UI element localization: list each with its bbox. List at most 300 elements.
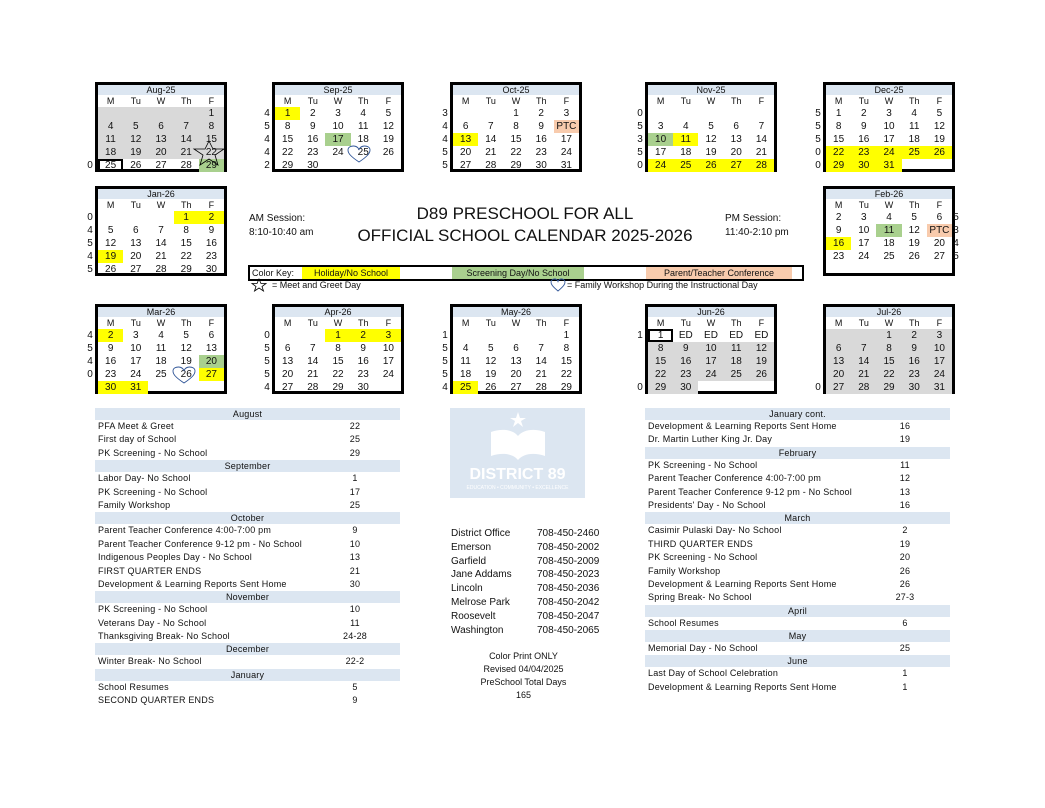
week-row (826, 381, 952, 394)
event-date: 9 (352, 695, 358, 706)
week-count: 5 (87, 238, 93, 249)
day-cell: 4 (911, 108, 917, 119)
logo-name: DISTRICT 89 (469, 466, 566, 483)
day-cell: 26 (749, 368, 774, 381)
day-cell: 17 (858, 238, 870, 249)
day-cell: 17 (883, 134, 895, 145)
event-row (645, 617, 950, 630)
day-cell: 21 (755, 147, 767, 158)
week-count: 5 (442, 369, 448, 380)
day-cell: 7 (538, 343, 544, 354)
event-row (645, 524, 950, 537)
day-cell: 23 (673, 368, 698, 381)
day-cell (698, 381, 723, 394)
week-count: 0 (637, 160, 643, 171)
section-header: April (645, 605, 950, 617)
event-date: 9 (352, 525, 358, 536)
week-row (648, 107, 774, 120)
day-cell (826, 329, 851, 342)
contact-row (451, 527, 616, 541)
total-days: 165 (515, 690, 532, 700)
event-row (95, 420, 400, 433)
weekday-header (275, 317, 401, 329)
week-row (275, 355, 401, 368)
day-cell: 16 (357, 356, 369, 367)
week-count: 5 (264, 356, 270, 367)
day-cell: 4 (98, 120, 123, 133)
day-cell: 5 (123, 120, 148, 133)
event-row (95, 447, 400, 460)
contact-row (451, 555, 616, 569)
day-cell: 19 (485, 369, 497, 380)
week-row (826, 237, 952, 250)
day-cell: 1 (563, 330, 570, 341)
day-cell: 6 (148, 120, 173, 133)
day-cell: 8 (563, 343, 570, 354)
week-count: 0 (815, 160, 821, 171)
section-header: June (645, 655, 950, 667)
weekday-label: F (758, 318, 765, 328)
day-cell: 27 (460, 160, 472, 171)
day-cell: 11 (909, 121, 920, 132)
week-count: 5 (87, 343, 93, 354)
day-cell: 6 (284, 343, 291, 354)
week-count: 0 (264, 330, 270, 341)
contact-row (451, 624, 616, 638)
day-cell: 14 (851, 355, 876, 368)
month-may-26 (450, 304, 582, 394)
day-cell: 27 (282, 382, 294, 393)
weekday-label: Tu (680, 96, 691, 106)
weekday-label: W (333, 318, 343, 328)
day-cell: 1 (513, 108, 519, 119)
am-session (249, 212, 314, 240)
week-count: 4 (953, 238, 959, 249)
event-date: 2 (902, 525, 908, 536)
week-row (453, 133, 579, 146)
week-row (648, 159, 774, 172)
week-count: 4 (87, 225, 93, 236)
weekday-label: F (563, 318, 570, 328)
day-cell (927, 159, 952, 172)
week-row (453, 355, 579, 368)
month-jun-26 (645, 304, 777, 394)
day-cell: 11 (460, 356, 471, 367)
day-cell: 20 (460, 147, 472, 158)
week-row (826, 224, 952, 237)
event-name: Veterans Day - No School (98, 617, 207, 628)
week-row (826, 329, 952, 342)
day-cell (453, 107, 478, 120)
week-row (98, 211, 224, 224)
event-name: Parent Teacher Conference 4:00-7:00 pm (98, 525, 272, 536)
day-cell: 8 (199, 120, 224, 133)
week-row (826, 211, 952, 224)
week-count: 5 (264, 369, 270, 380)
week-row (275, 342, 401, 355)
day-cell: 25 (902, 146, 927, 159)
event-date: 21 (349, 565, 361, 576)
day-cell (148, 381, 173, 394)
day-cell: 22 (282, 147, 294, 158)
day-cell: 12 (933, 121, 945, 132)
week-count: 5 (264, 343, 270, 354)
event-row (645, 591, 950, 604)
weekday-label: F (936, 96, 943, 106)
week-row (453, 342, 579, 355)
day-cell: 22 (826, 146, 851, 159)
day-cell: 9 (673, 342, 698, 355)
day-cell: 13 (130, 238, 142, 249)
event-date: 25 (349, 499, 361, 510)
week-row (98, 368, 224, 381)
section-header: February (645, 447, 950, 459)
week-row (826, 250, 952, 263)
day-cell: 10 (858, 225, 870, 236)
day-cell: 13 (730, 134, 742, 145)
left-event-list (95, 408, 400, 708)
weekday-label: F (563, 96, 570, 106)
day-cell: 24 (332, 147, 344, 158)
event-name: Memorial Day - No School (648, 643, 758, 654)
day-cell: 25 (98, 159, 123, 172)
week-count: 3 (442, 108, 448, 119)
event-row (95, 499, 400, 512)
day-cell (123, 107, 148, 120)
day-cell: 6 (826, 342, 851, 355)
day-cell: 14 (155, 238, 167, 249)
week-count: 0 (87, 369, 93, 380)
day-cell (376, 159, 401, 172)
star-icon (191, 140, 227, 166)
day-cell: 20 (510, 369, 522, 380)
section-header: March (645, 512, 950, 524)
day-cell: 11 (724, 342, 749, 355)
weekday-label: Tu (130, 200, 141, 210)
day-cell: 24 (648, 159, 673, 172)
week-row (275, 381, 401, 394)
month-nov-25 (645, 82, 777, 172)
event-name: PK Screening - No School (648, 552, 758, 563)
day-cell: 3 (563, 108, 570, 119)
day-cell: 19 (908, 238, 920, 249)
day-cell (148, 211, 173, 224)
weekday-label: Tu (130, 96, 141, 106)
event-name: Winter Break- No School (98, 656, 202, 667)
weekday-label: M (656, 96, 665, 106)
event-row (95, 694, 400, 707)
week-count: 4 (264, 134, 270, 145)
event-row (645, 578, 950, 591)
event-row (95, 524, 400, 537)
pm-label: PM Session: (725, 213, 782, 224)
month-title: Sep-25 (275, 85, 401, 95)
week-row (98, 120, 224, 133)
week-count: 0 (637, 108, 643, 119)
contact-row (451, 582, 616, 596)
school-name: Jane Addams (451, 569, 512, 581)
weekday-label: Th (535, 96, 547, 106)
event-name: FIRST QUARTER ENDS (98, 565, 202, 576)
school-name: District Office (451, 528, 511, 539)
day-cell: 10 (883, 121, 895, 132)
day-cell: 18 (460, 369, 472, 380)
day-cell: 20 (148, 146, 173, 159)
event-date: 22-2 (345, 656, 365, 667)
event-row (645, 681, 950, 694)
event-date: 26 (899, 578, 911, 589)
weekday-label: Tu (130, 318, 141, 328)
title-line1: D89 PRESCHOOL FOR ALL (416, 204, 634, 223)
day-cell: 7 (158, 225, 164, 236)
day-cell: 2 (861, 108, 867, 119)
weekday-label: M (656, 318, 665, 328)
day-cell: 17 (130, 356, 142, 367)
event-name: Parent Teacher Conference 4:00-7:00 pm (648, 473, 822, 484)
event-row (645, 472, 950, 485)
day-cell (376, 381, 401, 394)
day-cell: 21 (155, 251, 167, 262)
week-row (453, 107, 579, 120)
day-cell: 14 (485, 134, 497, 145)
weekday-label: W (884, 200, 894, 210)
day-cell (199, 381, 224, 394)
day-cell: 9 (107, 343, 114, 354)
day-cell: 9 (538, 121, 544, 132)
day-cell: 24 (130, 369, 142, 380)
weekday-label: Tu (858, 96, 869, 106)
weekday-header (648, 317, 774, 329)
day-cell: 24 (560, 147, 572, 158)
day-cell: 2 (351, 329, 376, 342)
week-count: 5 (442, 356, 448, 367)
weekday-label: M (834, 96, 843, 106)
day-cell: 1 (325, 329, 350, 342)
week-row (648, 381, 774, 394)
pm-time: 11:40-2:10 pm (725, 227, 789, 238)
day-cell: 23 (205, 251, 217, 262)
day-cell (453, 329, 478, 342)
day-cell: 19 (382, 134, 394, 145)
day-cell: 2 (835, 212, 842, 223)
day-cell: 7 (758, 121, 765, 132)
event-name: Family Workshop (98, 499, 171, 510)
day-cell: 15 (332, 356, 344, 367)
week-row (826, 146, 952, 159)
day-cell: 30 (357, 382, 369, 393)
week-row (453, 381, 579, 394)
event-date: 16 (899, 499, 911, 510)
day-cell: 5 (385, 108, 392, 119)
event-date: 24-28 (342, 631, 368, 642)
day-cell: 26 (908, 251, 920, 262)
weekday-label: F (208, 200, 215, 210)
week-count: 5 (264, 121, 270, 132)
day-cell: ED (754, 330, 769, 341)
day-cell: 9 (208, 225, 215, 236)
footer-info (451, 650, 596, 702)
day-cell: 29 (510, 160, 522, 171)
week-row (98, 237, 224, 250)
day-cell: 15 (282, 134, 294, 145)
day-cell: 8 (876, 342, 901, 355)
month-title: Jun-26 (648, 307, 774, 317)
day-cell: 4 (683, 121, 689, 132)
event-date: 16 (899, 421, 911, 431)
day-cell: 13 (510, 356, 522, 367)
week-row (826, 342, 952, 355)
key-screening: Screening Day/No School (452, 267, 584, 279)
day-cell (123, 211, 148, 224)
day-cell: 10 (382, 343, 394, 354)
day-cell: 6 (133, 225, 139, 236)
weekday-label: F (208, 318, 215, 328)
school-name: Emerson (451, 541, 492, 553)
event-name: SECOND QUARTER ENDS (98, 695, 215, 706)
event-row (95, 433, 400, 446)
day-cell: 18 (883, 238, 895, 249)
week-row (453, 120, 579, 133)
am-time: 8:10-10:40 am (249, 227, 314, 238)
day-cell: 31 (927, 381, 952, 394)
day-cell: 5 (183, 330, 189, 341)
week-count: 4 (87, 251, 93, 262)
week-count: 3 (637, 134, 643, 145)
star-icon (250, 278, 268, 292)
weekday-label: W (156, 96, 166, 106)
day-cell: 25 (673, 159, 698, 172)
weekday-header (648, 95, 774, 107)
day-cell: 5 (107, 225, 114, 236)
day-cell: 28 (749, 159, 774, 172)
weekday-header (275, 95, 401, 107)
school-name: Melrose Park (451, 596, 510, 608)
day-cell: 15 (199, 133, 224, 146)
day-cell: 22 (876, 368, 901, 381)
event-name: Labor Day- No School (98, 473, 191, 484)
day-cell: 5 (488, 343, 494, 354)
title-line2: OFFICIAL SCHOOL CALENDAR 2025-2026 (357, 226, 693, 245)
day-cell: 23 (535, 147, 547, 158)
event-row (645, 499, 950, 512)
week-count: 4 (264, 382, 270, 393)
day-cell: 2 (902, 329, 927, 342)
event-name: PK Screening - No School (648, 459, 758, 470)
week-count: 5 (442, 160, 448, 171)
month-feb-26 (823, 186, 955, 276)
contact-row (451, 568, 616, 582)
week-count: 4 (442, 121, 448, 132)
week-count: 5 (815, 134, 821, 145)
month-title: Jan-26 (98, 189, 224, 199)
day-cell: 26 (382, 147, 394, 158)
event-name: THIRD QUARTER ENDS (648, 538, 753, 549)
day-cell: 21 (307, 369, 319, 380)
day-cell: 11 (155, 343, 167, 354)
day-cell: 27 (199, 368, 224, 381)
day-cell: 20 (130, 251, 142, 262)
day-cell: 18 (680, 147, 692, 158)
day-cell: 11 (98, 133, 123, 146)
week-row (275, 146, 401, 159)
week-count: 2 (264, 160, 270, 171)
day-cell: 19 (749, 355, 774, 368)
month-dec-25 (823, 82, 955, 172)
week-row (826, 159, 952, 172)
section-header: May (645, 630, 950, 642)
day-cell: 5 (936, 108, 943, 119)
day-cell (174, 107, 199, 120)
month-title: Mar-26 (98, 307, 224, 317)
day-cell: 24 (876, 146, 901, 159)
weekday-label: W (706, 318, 716, 328)
day-cell (902, 159, 927, 172)
weekday-header (98, 95, 224, 107)
day-cell: 10 (698, 342, 723, 355)
day-cell: 23 (357, 369, 369, 380)
day-cell: 30 (307, 160, 319, 171)
day-cell (749, 381, 774, 394)
month-mar-26 (95, 304, 227, 394)
day-cell (724, 107, 749, 120)
day-cell: 30 (535, 160, 547, 171)
week-count: 1 (637, 330, 643, 341)
day-cell: 12 (908, 225, 920, 236)
event-date: 10 (349, 604, 361, 615)
week-count: 4 (442, 382, 448, 393)
day-cell: 16 (858, 134, 870, 145)
event-date: 12 (899, 473, 911, 484)
month-title: May-26 (453, 307, 579, 317)
heart-legend (550, 278, 758, 292)
day-cell (300, 329, 325, 342)
week-row (648, 329, 774, 342)
event-date: 5 (352, 681, 358, 692)
day-cell: 11 (876, 224, 901, 237)
day-cell: 12 (123, 133, 148, 146)
weekday-label: M (106, 96, 115, 106)
day-cell: 12 (749, 342, 774, 355)
weekday-label: Th (908, 200, 920, 210)
weekday-label: Th (180, 318, 192, 328)
day-cell: PTC (554, 120, 579, 133)
star-legend (250, 278, 361, 292)
weekday-label: W (884, 96, 894, 106)
event-row (95, 681, 400, 694)
week-count: 5 (953, 212, 959, 223)
day-cell: 29 (560, 382, 572, 393)
day-cell: 22 (510, 147, 522, 158)
event-name: School Resumes (648, 617, 719, 628)
school-name: Garfield (451, 555, 487, 567)
day-cell (851, 329, 876, 342)
day-cell: 6 (936, 212, 943, 223)
week-count: 5 (442, 147, 448, 158)
day-cell: 7 (310, 343, 316, 354)
day-cell: 17 (698, 355, 723, 368)
week-count: 4 (264, 108, 270, 119)
book-icon (483, 410, 553, 462)
event-row (95, 603, 400, 616)
day-cell: 7 (851, 342, 876, 355)
week-row (826, 355, 952, 368)
event-row (95, 617, 400, 630)
event-date: 1 (902, 668, 908, 679)
day-cell: ED (704, 330, 718, 341)
week-row (275, 120, 401, 133)
day-cell: 6 (462, 121, 469, 132)
day-cell: 2 (199, 211, 224, 224)
